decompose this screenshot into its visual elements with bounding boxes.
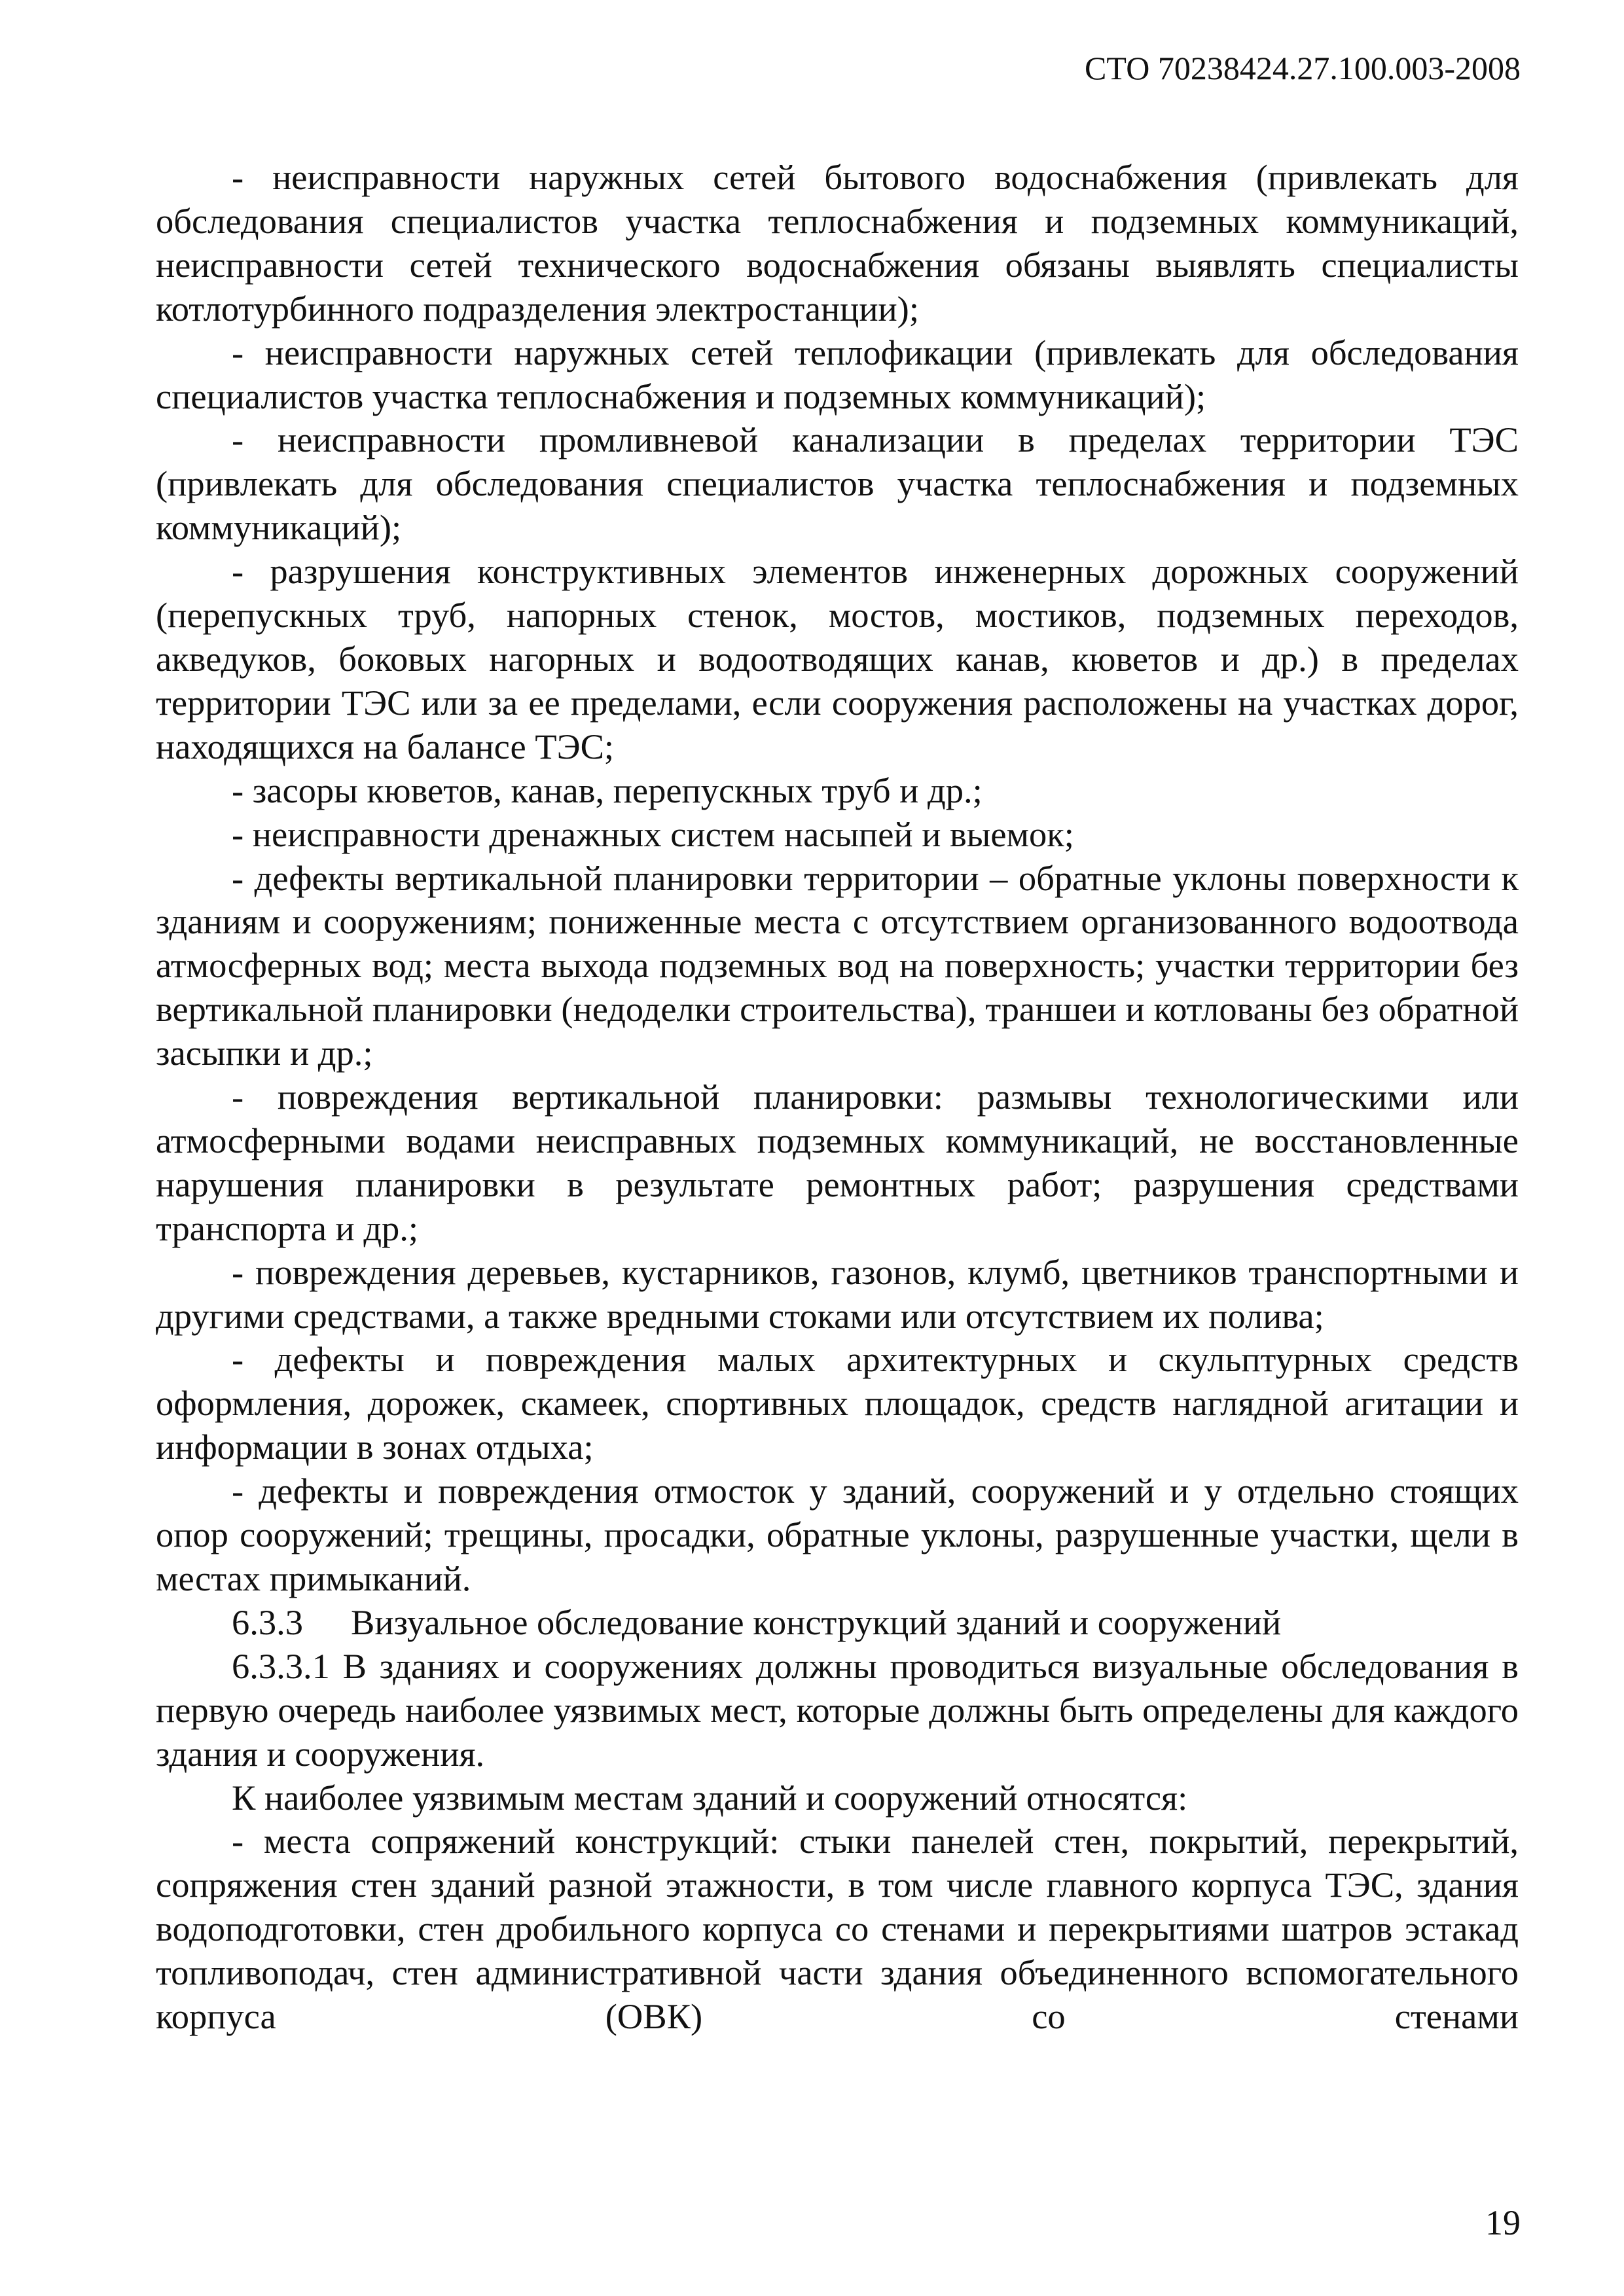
document-code-header: СТО 70238424.27.100.003-2008	[1085, 50, 1521, 86]
page-body	[156, 156, 1519, 2039]
list-item-small-forms-defects: - дефекты и повреждения малых архитектурных и скульптурных средств оформления, дорожек, скамеек, спортивных площадок, средств наглядной агитации и информации в зонах отдыха;	[156, 1339, 1519, 1467]
list-item-blind-area-defects: - дефекты и повреждения отмосток у зданий, сооружений и у отдельно стоящих опор сооружений; трещины, просадки, обратные уклоны, разрушенные участки, щели в местах примыканий.	[156, 1471, 1519, 1598]
list-item-joint-locations: - места сопряжений конструкций: стыки панелей стен, покрытий, перекрытий, сопряжения стен зданий разной этажности, в том числе главного корпуса ТЭС, здания водоподготовки, стен дробильного корпуса со стенами и перекрытиями шатров эстакад топливоподач, стен административной части здания объединенного вспомогательного корпуса (ОВК) со стенами	[156, 1821, 1519, 2037]
list-item-grading-damage: - повреждения вертикальной планировки: размывы технологическими или атмосферными водами неисправных подземных коммуникаций, не восстановленные нарушения планировки в результате ремонтных работ; разрушения средствами транспорта и др.;	[156, 1077, 1519, 1248]
intro-paragraph: К наиболее уязвимым местам зданий и сооружений относятся:	[232, 1777, 1188, 1818]
section-number: 6.3.3	[232, 1602, 303, 1642]
list-item-grading-defects: - дефекты вертикальной планировки территории – обратные уклоны поверхности к зданиям и сооружениям; пониженные места с отсутствием организованного водоотвода атмосферных вод; места выхода подземных вод на поверхность; участки территории без вертикальной планировки (недоделки строительства), траншеи и котлованы без обратной засыпки и др.;	[156, 857, 1519, 1073]
list-item-heating-network-faults: - неисправности наружных сетей теплофикации (привлекать для обследования специалистов участка теплоснабжения и подземных коммуникаций);	[156, 332, 1519, 416]
subsection-paragraph: 6.3.3.1 В зданиях и сооружениях должны проводиться визуальные обследования в первую очередь наиболее уязвимых мест, которые должны быть определены для каждого здания и сооружения.	[156, 1645, 1519, 1774]
section-heading	[156, 1601, 1519, 1645]
list-item-road-structure-damage: - разрушения конструктивных элементов инженерных дорожных сооружений (перепускных труб, напорных стенок, мостов, мостиков, подземных переходов, акведуков, боковых нагорных и водоотводящих канав, кюветов и др.) в пределах территории ТЭС или за ее пределами, если сооружения расположены на участках дорог, находящихся на балансе ТЭС;	[156, 551, 1519, 766]
section-title: Визуальное обследование конструкций зданий и сооружений	[351, 1602, 1282, 1642]
list-item-storm-sewer-faults: - неисправности промливневой канализации в пределах территории ТЭС (привлекать для обследования специалистов участка теплоснабжения и подземных коммуникаций);	[156, 420, 1519, 548]
list-item-water-supply-faults: - неисправности наружных сетей бытового водоснабжения (привлекать для обследования специалистов участка теплоснабжения и подземных коммуникаций, неисправности сетей технического водоснабжения обязаны выявлять специалисты котлотурбинного подразделения электростанции);	[156, 157, 1519, 329]
page-number: 19	[1485, 2203, 1521, 2242]
list-item-drainage-faults: - неисправности дренажных систем насыпей и выемок;	[232, 814, 1074, 854]
list-item-vegetation-damage: - повреждения деревьев, кустарников, газонов, клумб, цветников транспортными и другими средствами, а также вредными стоками или отсутствием их полива;	[156, 1251, 1519, 1336]
list-item-ditch-blockages: - засоры кюветов, канав, перепускных труб и др.;	[232, 770, 983, 810]
